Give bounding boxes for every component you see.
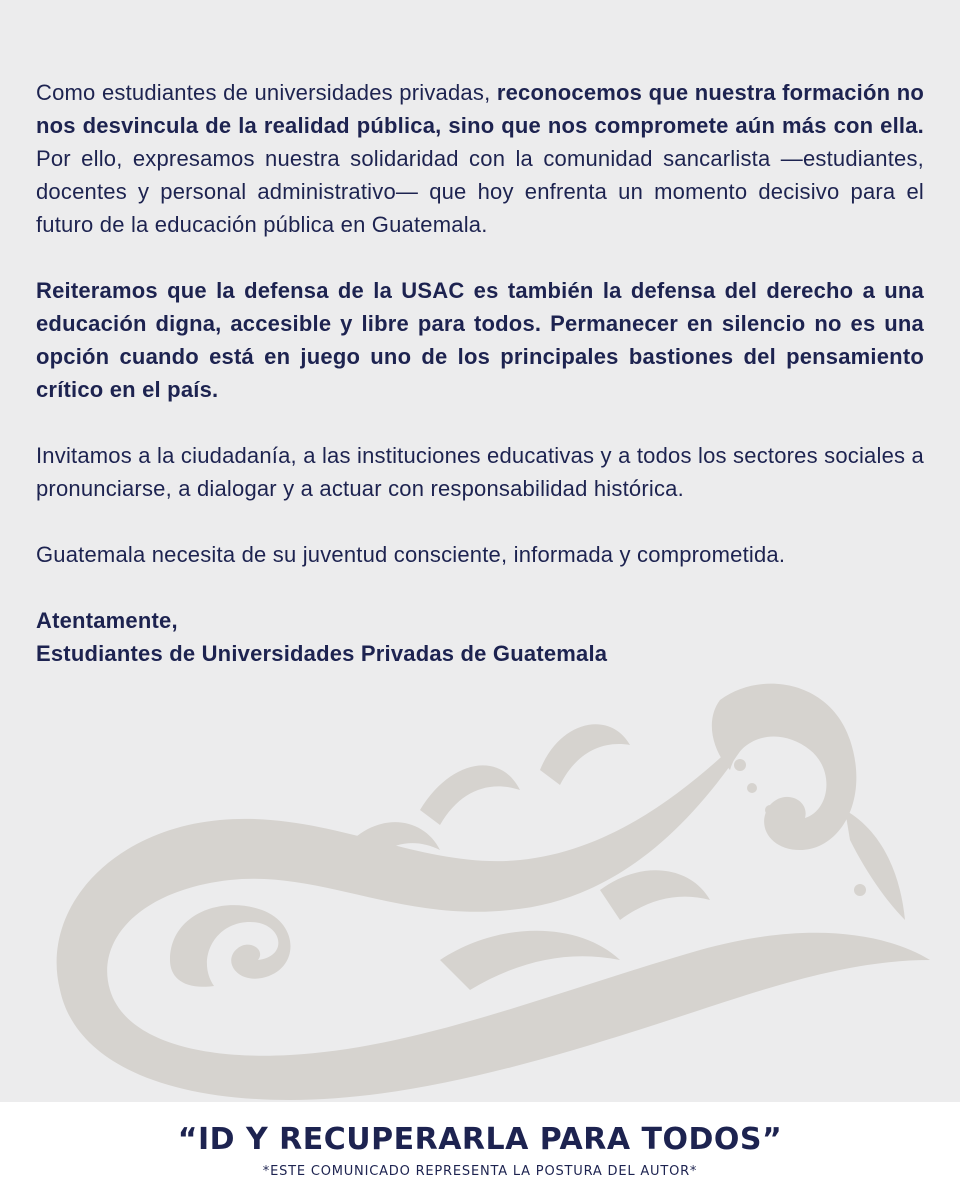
signature-closing: Atentamente, [36,608,178,633]
paragraph-invitation: Invitamos a la ciudadanía, a las instituciones educativas y a todos los sectores sociales a pronunciarse, a dialogar y a actuar con responsabilidad histórica. [36,443,924,501]
paragraph-emphasis: reconocemos que nuestra formación no nos desvincula de la realidad pública, sino que nos compromete aún más con ella. [36,80,925,138]
paragraph-usac-defense: Reiteramos que la defensa de la USAC es también la defensa del derecho a una educación digna, accesible y libre para todos. Permanecer en silencio no es una opción cuando está en juego uno de los principales bastiones del pensamiento crítico en el país. [36,278,924,402]
paragraph-solidarity [36,76,924,241]
paragraph-intro: Como estudiantes de universidades privadas, [36,80,497,105]
paragraph-youth: Guatemala necesita de su juventud consciente, informada y comprometida. [36,542,786,567]
paragraph-rest: Por ello, expresamos nuestra solidaridad con la comunidad sancarlista —estudiantes, docentes y personal administrativo— que hoy enfrenta un momento decisivo para el futuro de la educación pública en Guatemala. [36,146,924,237]
disclaimer: *ESTE COMUNICADO REPRESENTA LA POSTURA DEL AUTOR* [262,1164,698,1179]
slogan: “ID Y RECUPERARLA PARA TODOS” [177,1122,783,1157]
baroque-scroll-ornament-icon [0,660,960,1102]
footer [0,1102,960,1200]
statement-body [36,76,924,670]
signature-author: Estudiantes de Universidades Privadas de Guatemala [36,641,608,666]
